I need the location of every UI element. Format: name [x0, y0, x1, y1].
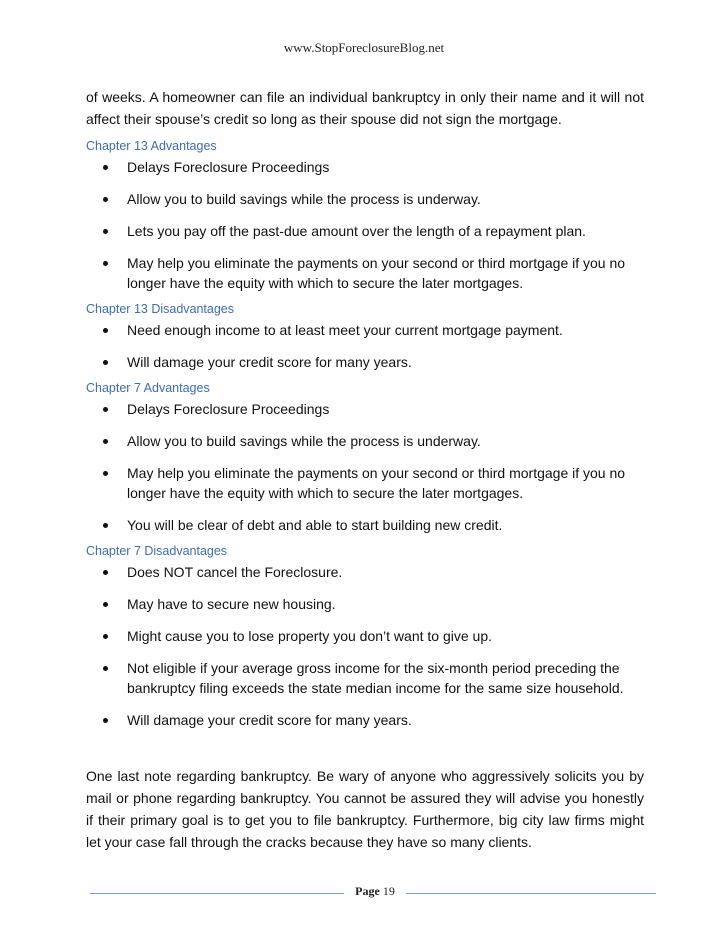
bullet-dot-icon: [103, 165, 108, 170]
bullet-dot-icon: [103, 666, 108, 671]
page-number: [344, 884, 406, 899]
bullet-item: [86, 157, 644, 177]
section-heading: Chapter 13 Advantages: [86, 139, 217, 153]
bullet-text: Delays Foreclosure Proceedings: [127, 159, 330, 175]
bullet-dot-icon: [103, 197, 108, 202]
bullet-dot-icon: [103, 471, 108, 476]
footer-rule-left: [90, 893, 344, 894]
page-number-value: 19: [382, 884, 395, 898]
bullet-text: Allow you to build savings while the process is underway.: [127, 433, 481, 449]
bullet-dot-icon: [103, 439, 108, 444]
bullet-text: Allow you to build savings while the process is underway.: [127, 191, 481, 207]
bullet-text: You will be clear of debt and able to start building new credit.: [127, 517, 503, 533]
closing-paragraph: One last note regarding bankruptcy. Be wary of anyone who aggressively solicits you by mail or phone regarding bankruptcy. You cannot be assured they will advise you honestly if their primary goal is to get you to file bankruptcy. Furthermore, big city law firms might let your case fall through the cracks because they have so many clients.: [86, 768, 644, 850]
section: [86, 380, 644, 535]
section: [86, 301, 644, 372]
page-body: [86, 86, 644, 730]
bullet-item: [86, 320, 644, 340]
sections-container: [86, 138, 644, 730]
bullet-text: Delays Foreclosure Proceedings: [127, 401, 330, 417]
bullet-item: [86, 463, 644, 503]
bullet-text: Might cause you to lose property you don’t want to give up.: [127, 628, 492, 644]
bullet-item: [86, 189, 644, 209]
page-label: Page: [355, 884, 380, 898]
section-heading: Chapter 7 Advantages: [86, 381, 210, 395]
bullet-list: [86, 562, 644, 730]
bullet-item: [86, 594, 644, 614]
section-heading: Chapter 7 Disadvantages: [86, 544, 228, 558]
bullet-item: [86, 710, 644, 730]
bullet-item: [86, 352, 644, 372]
bullet-dot-icon: [103, 523, 108, 528]
bullet-text: May help you eliminate the payments on your second or third mortgage if you no longer have the equity with which to secure the later mortgages.: [127, 255, 626, 291]
bullet-item: [86, 431, 644, 451]
bullet-text: Does NOT cancel the Foreclosure.: [127, 564, 343, 580]
bullet-text: May help you eliminate the payments on your second or third mortgage if you no longer have the equity with which to secure the later mortgages.: [127, 465, 626, 501]
bullet-item: [86, 626, 644, 646]
bullet-dot-icon: [103, 360, 108, 365]
bullet-dot-icon: [103, 328, 108, 333]
bullet-dot-icon: [103, 261, 108, 266]
page-footer: [90, 884, 656, 904]
bullet-text: Not eligible if your average gross income for the six-month period preceding the bankruptcy filing exceeds the state median income for the same size household.: [127, 660, 624, 696]
bullet-list: [86, 157, 644, 293]
page-header: www.StopForeclosureBlog.net: [283, 40, 445, 55]
bullet-dot-icon: [103, 570, 108, 575]
bullet-item: [86, 515, 644, 535]
section: [86, 543, 644, 730]
bullet-item: [86, 562, 644, 582]
section: [86, 138, 644, 293]
bullet-list: [86, 320, 644, 372]
bullet-dot-icon: [103, 602, 108, 607]
bullet-item: [86, 399, 644, 419]
bullet-dot-icon: [103, 229, 108, 234]
bullet-text: May have to secure new housing.: [127, 596, 336, 612]
bullet-item: [86, 253, 644, 293]
bullet-text: Will damage your credit score for many years.: [127, 712, 412, 728]
intro-paragraph: of weeks. A homeowner can file an individual bankruptcy in only their name and it will not affect their spouse’s credit so long as their spouse did not sign the mortgage.: [86, 89, 644, 127]
bullet-text: Need enough income to at least meet your current mortgage payment.: [127, 322, 563, 338]
bullet-dot-icon: [103, 407, 108, 412]
bullet-text: Will damage your credit score for many years.: [127, 354, 412, 370]
bullet-dot-icon: [103, 718, 108, 723]
bullet-list: [86, 399, 644, 535]
bullet-item: [86, 658, 644, 698]
bullet-text: Lets you pay off the past-due amount over the length of a repayment plan.: [127, 223, 586, 239]
bullet-dot-icon: [103, 634, 108, 639]
bullet-item: [86, 221, 644, 241]
section-heading: Chapter 13 Disadvantages: [86, 302, 235, 316]
footer-rule-right: [406, 893, 656, 894]
